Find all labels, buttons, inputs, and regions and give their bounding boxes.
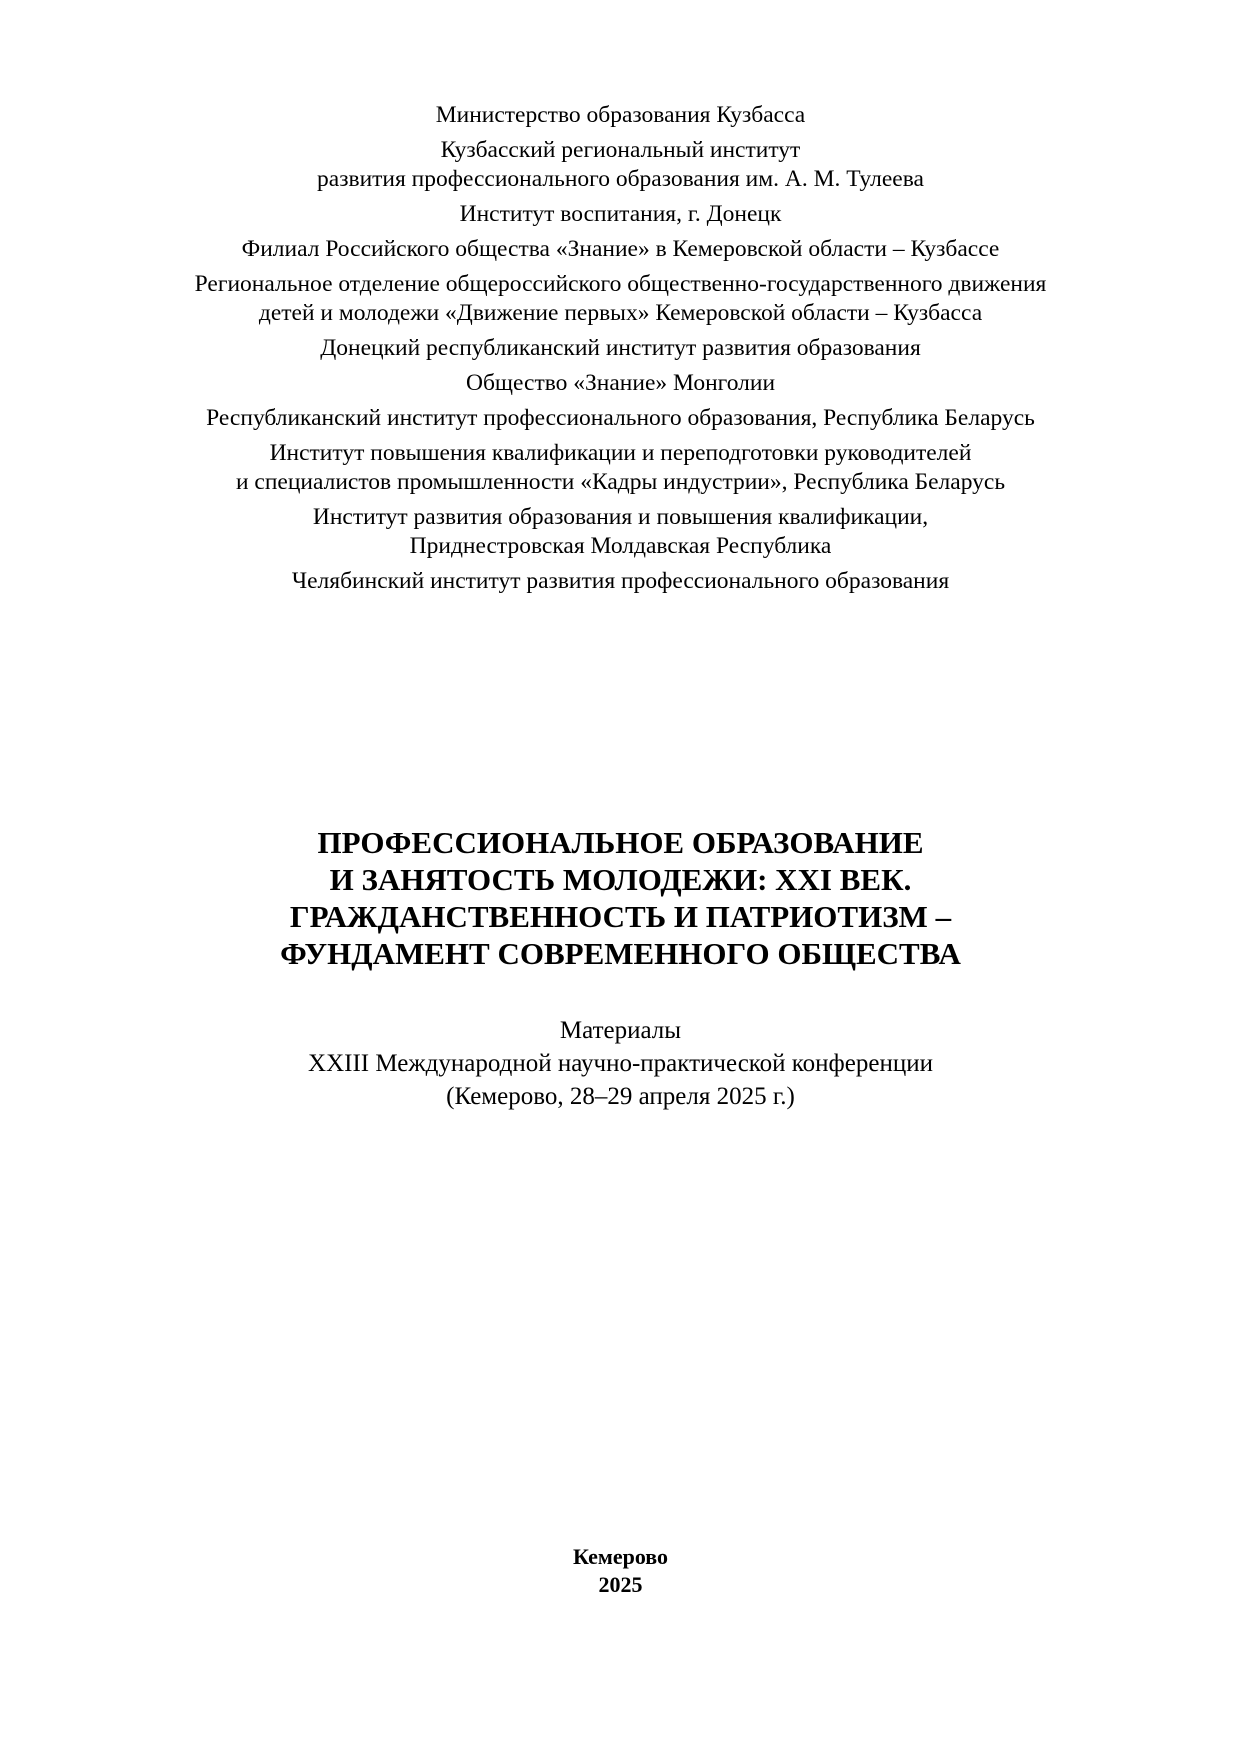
- organization-line: Кузбасский региональный институт: [440, 137, 801, 163]
- organizations-list: [0, 101, 1241, 602]
- organization: [0, 369, 1241, 398]
- title-line: ПРОФЕССИОНАЛЬНОЕ ОБРАЗОВАНИЕ: [317, 825, 924, 860]
- organization: [0, 235, 1241, 264]
- organization: [0, 270, 1241, 328]
- organization-line: Институт повышения квалификации и переподготовки руководителей: [269, 440, 972, 466]
- subtitle-line: Материалы: [559, 1017, 682, 1044]
- organization: [0, 567, 1241, 596]
- organization: [0, 136, 1241, 194]
- imprint: [0, 1543, 1241, 1599]
- imprint-year: 2025: [598, 1572, 643, 1597]
- organization: [0, 503, 1241, 561]
- title-line: И ЗАНЯТОСТЬ МОЛОДЕЖИ: XXI ВЕК.: [329, 862, 912, 897]
- organization-line: Донецкий республиканский институт развития образования: [320, 335, 921, 361]
- organization-line: Республиканский институт профессионального образования, Республика Беларусь: [206, 405, 1035, 431]
- organization-line: развития профессионального образования им. А. М. Тулеева: [317, 166, 924, 192]
- organization-line: детей и молодежи «Движение первых» Кемеровской области – Кузбасса: [258, 300, 983, 326]
- document-subtitle: [0, 1014, 1241, 1113]
- subtitle-line: XXIII Международной научно-практической конференции: [308, 1050, 933, 1077]
- title-line: ГРАЖДАНСТВЕННОСТЬ И ПАТРИОТИЗМ –: [289, 899, 952, 934]
- organization: [0, 439, 1241, 497]
- imprint-city: Кемерово: [572, 1544, 669, 1569]
- organization-line: Челябинский институт развития профессионального образования: [291, 568, 950, 594]
- organization-line: Приднестровская Молдавская Республика: [409, 533, 832, 559]
- organization-line: Институт воспитания, г. Донецк: [459, 201, 782, 227]
- organization-line: Общество «Знание» Монголии: [465, 370, 776, 396]
- organization: [0, 200, 1241, 229]
- organization: [0, 404, 1241, 433]
- organization: [0, 334, 1241, 363]
- organization-line: и специалистов промышленности «Кадры индустрии», Республика Беларусь: [235, 469, 1006, 495]
- organization: [0, 101, 1241, 130]
- title-line: ФУНДАМЕНТ СОВРЕМЕННОГО ОБЩЕСТВА: [280, 936, 961, 971]
- organization-line: Институт развития образования и повышения квалификации,: [312, 504, 929, 530]
- organization-line: Региональное отделение общероссийского общественно-государственного движения: [194, 271, 1047, 297]
- subtitle-line: (Кемерово, 28–29 апреля 2025 г.): [446, 1083, 795, 1110]
- organization-line: Филиал Российского общества «Знание» в Кемеровской области – Кузбассе: [241, 236, 1000, 262]
- organization-line: Министерство образования Кузбасса: [435, 102, 806, 128]
- document-title: [0, 824, 1241, 972]
